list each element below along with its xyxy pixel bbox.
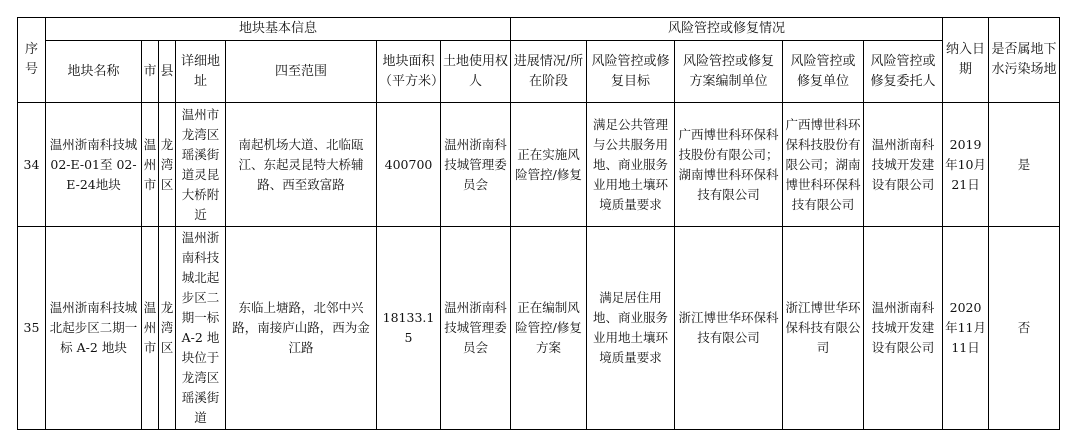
cell-address: 温州浙南科技城北起步区二期一标A-2 地块位于龙湾区瑶溪街道 [176, 227, 226, 430]
cell-repair-unit: 广西博世科环保科技股份有限公司；湖南博世科环保科技有限公司 [783, 103, 864, 227]
cell-date: 2020年11月11日 [943, 227, 989, 430]
cell-city: 温州市 [142, 227, 159, 430]
cell-plan-unit: 浙江博世华环保科技有限公司 [675, 227, 783, 430]
header-column-row [18, 41, 1060, 103]
table-row [18, 227, 1060, 430]
cell-boundary: 南起机场大道、北临瓯江、东起灵昆特大桥辅路、西至致富路 [226, 103, 377, 227]
cell-groundwater: 否 [989, 227, 1060, 430]
header-city: 市 [142, 41, 159, 103]
header-address: 详细地址 [176, 41, 226, 103]
header-group-basic: 地块基本信息 [46, 18, 511, 41]
cell-area: 400700 [377, 103, 441, 227]
cell-client: 温州浙南科技城开发建设有限公司 [864, 103, 943, 227]
header-groundwater: 是否属地下水污染场地 [989, 18, 1060, 103]
table-row [18, 103, 1060, 227]
header-client: 风险管控或修复委托人 [864, 41, 943, 103]
cell-plot-name: 温州浙南科技城北起步区二期一标 A-2 地块 [46, 227, 142, 430]
cell-area: 18133.15 [377, 227, 441, 430]
cell-target: 满足公共管理与公共服务用地、商业服务业用地土壤环境质量要求 [587, 103, 675, 227]
header-target: 风险管控或修复目标 [587, 41, 675, 103]
cell-target: 满足居住用地、商业服务业用地土壤环境质量要求 [587, 227, 675, 430]
cell-client: 温州浙南科技城开发建设有限公司 [864, 227, 943, 430]
header-area: 地块面积（平方米） [377, 41, 441, 103]
cell-progress: 正在编制风险管控/修复方案 [511, 227, 587, 430]
cell-county: 龙湾区 [159, 227, 176, 430]
cell-address: 温州市龙湾区瑶溪街道灵昆大桥附近 [176, 103, 226, 227]
header-boundary: 四至范围 [226, 41, 377, 103]
cell-seq: 34 [18, 103, 46, 227]
cell-boundary: 东临上塘路，北邻中兴路，南接庐山路，西为金江路 [226, 227, 377, 430]
header-land-owner: 土地使用权人 [441, 41, 511, 103]
header-plan-unit: 风险管控或修复方案编制单位 [675, 41, 783, 103]
cell-progress: 正在实施风险管控/修复 [511, 103, 587, 227]
cell-date: 2019年10月21日 [943, 103, 989, 227]
cell-land-owner: 温州浙南科技城管理委员会 [441, 227, 511, 430]
cell-plan-unit: 广西博世科环保科技股份有限公司；湖南博世科环保科技有限公司 [675, 103, 783, 227]
cell-seq: 35 [18, 227, 46, 430]
header-county: 县 [159, 41, 176, 103]
header-seq: 序号 [18, 18, 46, 103]
cell-city: 温州市 [142, 103, 159, 227]
table-container [17, 17, 1059, 430]
cell-plot-name: 温州浙南科技城 02-E-01至 02-E-24地块 [46, 103, 142, 227]
header-plot-name: 地块名称 [46, 41, 142, 103]
header-group-row [18, 18, 1060, 41]
header-progress: 进展情况/所在阶段 [511, 41, 587, 103]
contaminated-plots-table [17, 17, 1060, 430]
header-repair-unit: 风险管控或修复单位 [783, 41, 864, 103]
cell-land-owner: 温州浙南科技城管理委员会 [441, 103, 511, 227]
header-group-risk: 风险管控或修复情况 [511, 18, 943, 41]
header-date: 纳入日期 [943, 18, 989, 103]
cell-groundwater: 是 [989, 103, 1060, 227]
cell-repair-unit: 浙江博世华环保科技有限公司 [783, 227, 864, 430]
cell-county: 龙湾区 [159, 103, 176, 227]
